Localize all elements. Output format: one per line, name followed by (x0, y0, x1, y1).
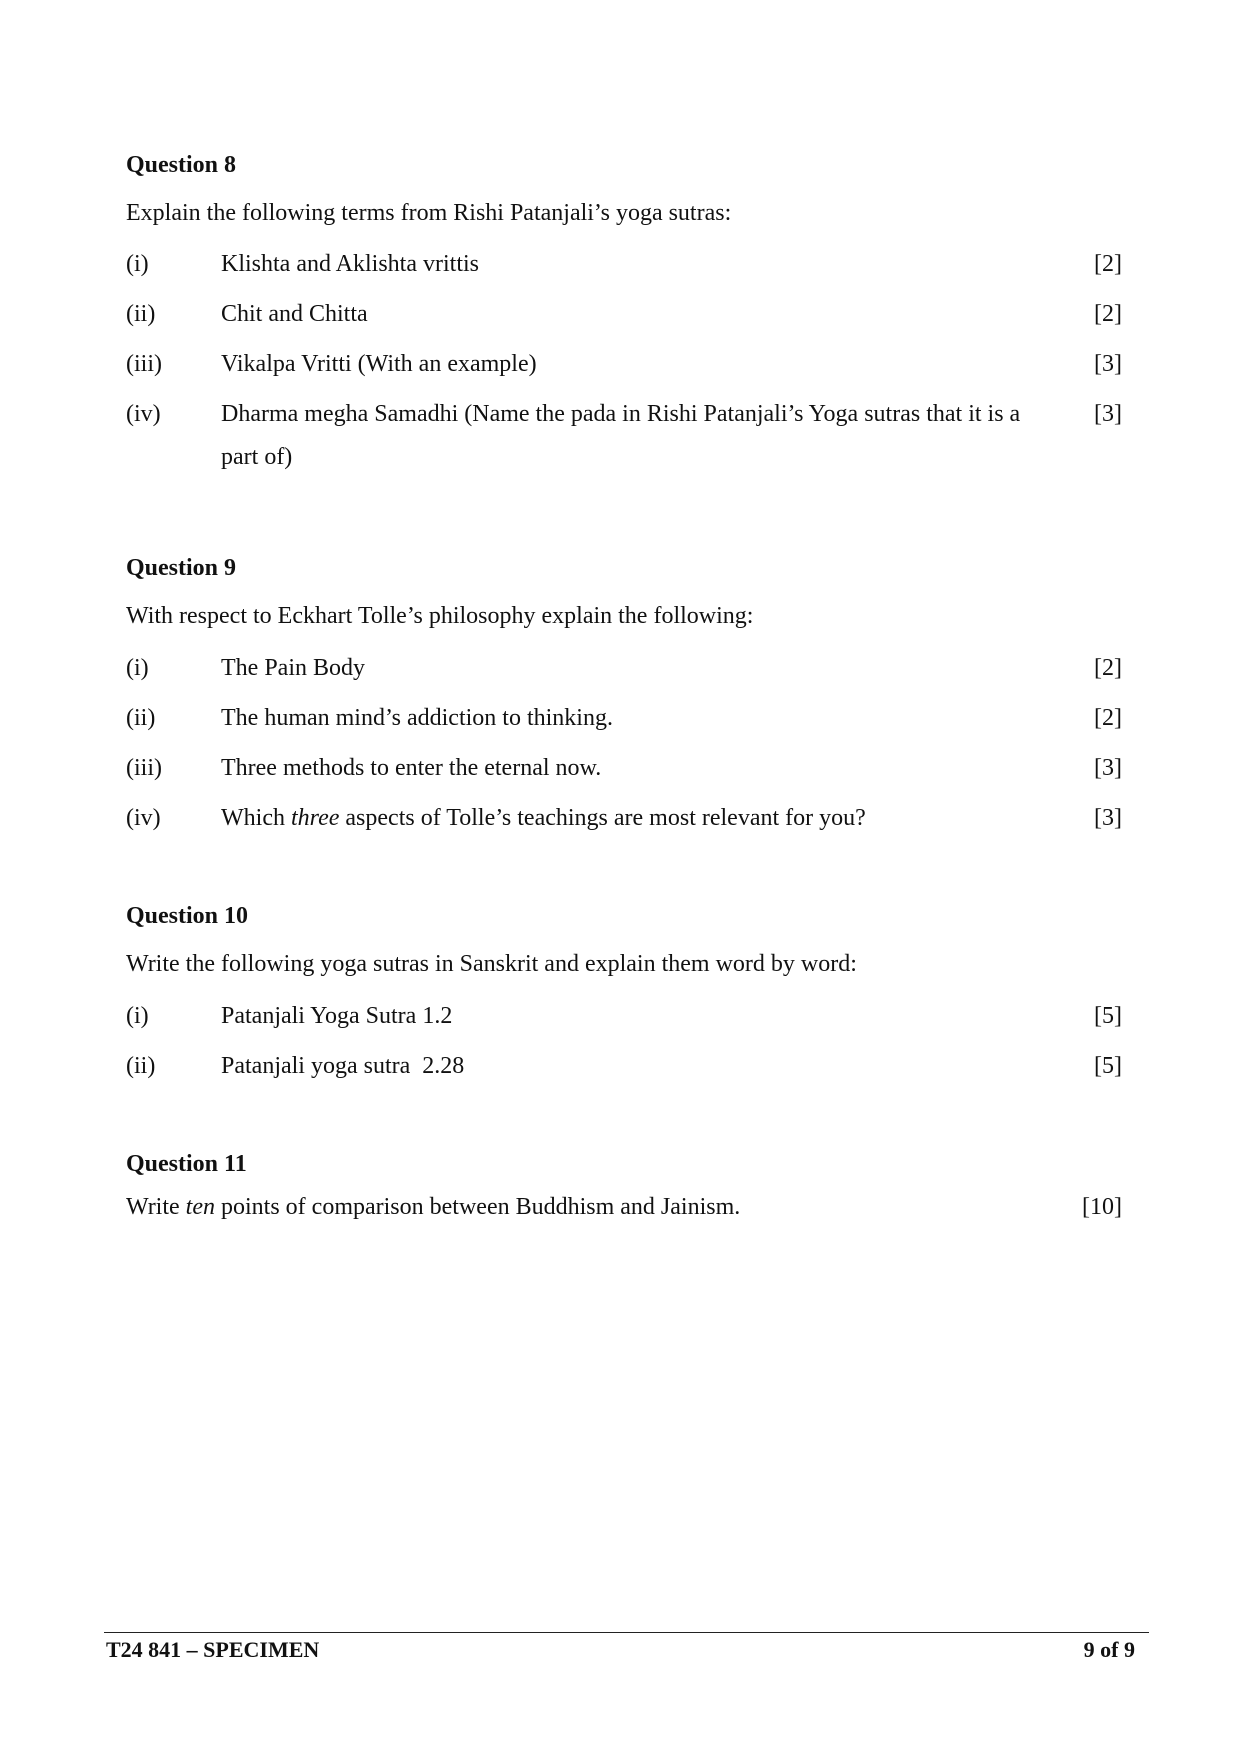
footer-rule (104, 1632, 1149, 1633)
item-marks: [3] (1094, 805, 1122, 831)
item-text-post: points of comparison between Buddhism and Jainism. (215, 1194, 741, 1220)
item-text-emphasis: three (290, 805, 340, 831)
item-number: (ii) (126, 1053, 156, 1079)
item-number: (iii) (126, 755, 162, 781)
footer-paper-code: T24 841 – SPECIMEN (106, 1637, 320, 1662)
item-number: (ii) (126, 301, 156, 327)
item-text: The Pain Body (221, 655, 365, 681)
item-number: (i) (126, 655, 149, 681)
item-marks: [10] (1082, 1194, 1122, 1220)
item-text: Patanjali Yoga Sutra 1.2 (221, 1003, 453, 1029)
item-text-pre: Which (221, 805, 291, 831)
item-number: (iv) (126, 805, 161, 831)
item-number: (ii) (126, 705, 156, 731)
item-marks: [5] (1094, 1003, 1122, 1029)
item-text: The human mind’s addiction to thinking. (221, 705, 613, 731)
question-10-title: Question 10 (126, 903, 249, 929)
question-8-intro: Explain the following terms from Rishi Patanjali’s yoga sutras: (126, 200, 732, 226)
item-text: Patanjali yoga sutra 2.28 (221, 1053, 465, 1079)
question-11-title: Question 11 (126, 1151, 247, 1177)
question-9-title: Question 9 (126, 555, 237, 581)
item-marks: [5] (1094, 1053, 1122, 1079)
item-marks: [3] (1094, 351, 1122, 377)
item-text-emphasis: ten (185, 1194, 215, 1220)
item-marks: [3] (1094, 755, 1122, 781)
item-number: (i) (126, 251, 149, 277)
item-marks: [2] (1094, 301, 1122, 327)
question-9-intro: With respect to Eckhart Tolle’s philosophy explain the following: (126, 603, 754, 629)
item-marks: [3] (1094, 401, 1122, 427)
question-8-title: Question 8 (126, 152, 237, 178)
item-marks: [2] (1094, 251, 1122, 277)
footer-page-number: 9 of 9 (1083, 1637, 1135, 1662)
item-text-pre: Write (126, 1194, 186, 1220)
question-11-text (126, 1192, 1026, 1222)
item-text: Dharma megha Samadhi (Name the pada in Rishi Patanjali’s Yoga sutras that it is a part of) (221, 401, 1021, 470)
item-number: (i) (126, 1003, 149, 1029)
item-number: (iii) (126, 351, 162, 377)
item-text-post: aspects of Tolle’s teachings are most relevant for you? (339, 805, 866, 831)
question-10-intro: Write the following yoga sutras in Sanskrit and explain them word by word: (126, 951, 857, 977)
item-text: Three methods to enter the eternal now. (221, 755, 602, 781)
item-text: Vikalpa Vritti (With an example) (221, 351, 537, 377)
item-marks: [2] (1094, 655, 1122, 681)
item-text (221, 797, 1041, 840)
item-text: Klishta and Aklishta vrittis (221, 251, 479, 277)
item-text: Chit and Chitta (221, 301, 368, 327)
item-marks: [2] (1094, 705, 1122, 731)
item-number: (iv) (126, 401, 161, 427)
